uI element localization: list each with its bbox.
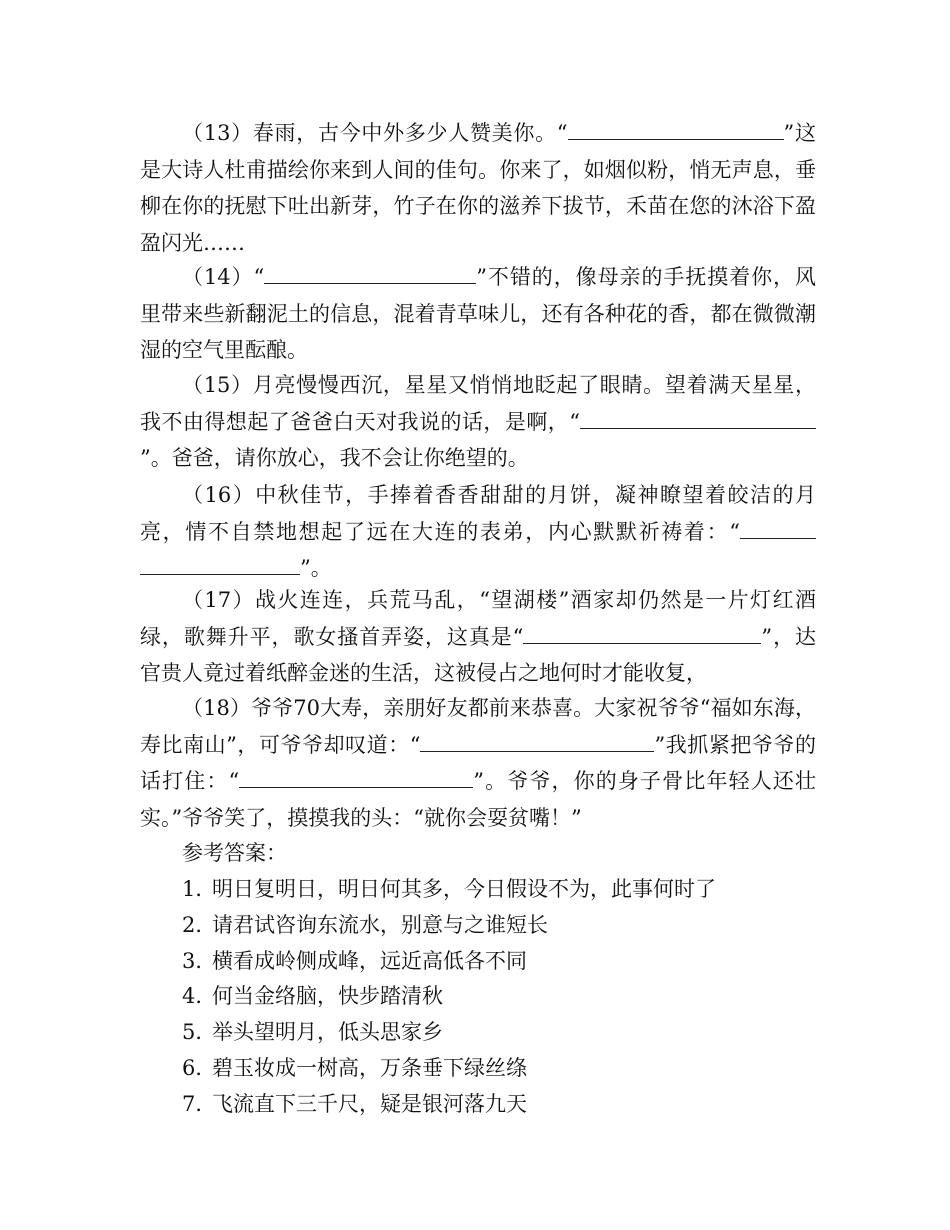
- answer-blank[interactable]: [580, 404, 784, 429]
- answer-blank[interactable]: [568, 115, 772, 140]
- answer-blank-cont: [772, 115, 784, 140]
- question-18: （18）爷爷70大寿，亲朋好友都前来恭喜。大家祝爷爷“福如东海，寿比南山”，可爷爷却叹道：“ ”我抓紧把爷爷的话打住：“ ”。爷爷，你的身子骨比年轻人还壮实。”爷爷笑了，摸摸我的头：“就你会耍贫嘴！”: [140, 696, 816, 830]
- question-16: （16）中秋佳节，手捧着香香甜甜的月饼，凝神瞭望着皎洁的月亮，情不自禁地想起了远在大连的表弟，内心默默祈祷着：“”。: [140, 483, 816, 580]
- answer-item: 6．碧玉妆成一树高，万条垂下绿丝绦: [182, 1055, 527, 1080]
- question-15: （15）月亮慢慢西沉，星星又悄悄地眨起了眼睛。望着满天星星，我不由得想起了爸爸白天对我说的话，是啊，“”。爸爸，请你放心，我不会让你绝望的。: [140, 373, 816, 470]
- answer-item: 2．请君试咨询东流水，别意与之谁短长: [182, 912, 548, 937]
- answer-item: 4．何当金络脑，快步踏清秋: [182, 984, 443, 1009]
- answer-item: 5．举头望明月，低头思家乡: [182, 1020, 443, 1045]
- answer-key-title: 参考答案：: [182, 841, 287, 865]
- answer-blank[interactable]: [523, 619, 749, 644]
- answer-blank[interactable]: [264, 259, 476, 284]
- answer-item: 1．明日复明日，明日何其多，今日假设不为，此事何时了: [182, 877, 716, 901]
- answer-list: [182, 872, 716, 1123]
- question-14: （14）“ ”不错的，像母亲的手抚摸着你，风里带来些新翻泥土的信息，混着青草味儿，还有各种花的香，都在微微潮湿的空气里酝酿。: [140, 259, 816, 369]
- question-17: （17）战火连连，兵荒马乱，“望湖楼”酒家却仍然是一片灯红酒绿，歌舞升平，歌女搔首弄姿，这真是“ ”，达官贵人竟过着纸醉金迷的生活，这被侵占之地何时才能收复，: [140, 588, 816, 685]
- answer-blank[interactable]: [740, 514, 816, 539]
- answer-item: 3．横看成岭侧成峰，远近高低各不同: [182, 948, 527, 973]
- answer-blank-cont: [140, 550, 300, 575]
- answer-blank[interactable]: [239, 763, 473, 788]
- answer-blank[interactable]: [420, 727, 654, 752]
- question-13: （13）春雨，古今中外多少人赞美你。“ ”这是大诗人杜甫描绘你来到人间的佳句。你来了，如烟似粉，悄无声息，垂柳在你的抚慰下吐出新芽，竹子在你的滋养下拔节，禾苗在您的沐浴下盈盈闪光……: [140, 115, 816, 261]
- answer-blank-cont: [784, 404, 816, 429]
- answer-blank-cont: [749, 619, 761, 644]
- answer-item: 7．飞流直下三千尺，疑是银河落九天: [182, 1091, 527, 1116]
